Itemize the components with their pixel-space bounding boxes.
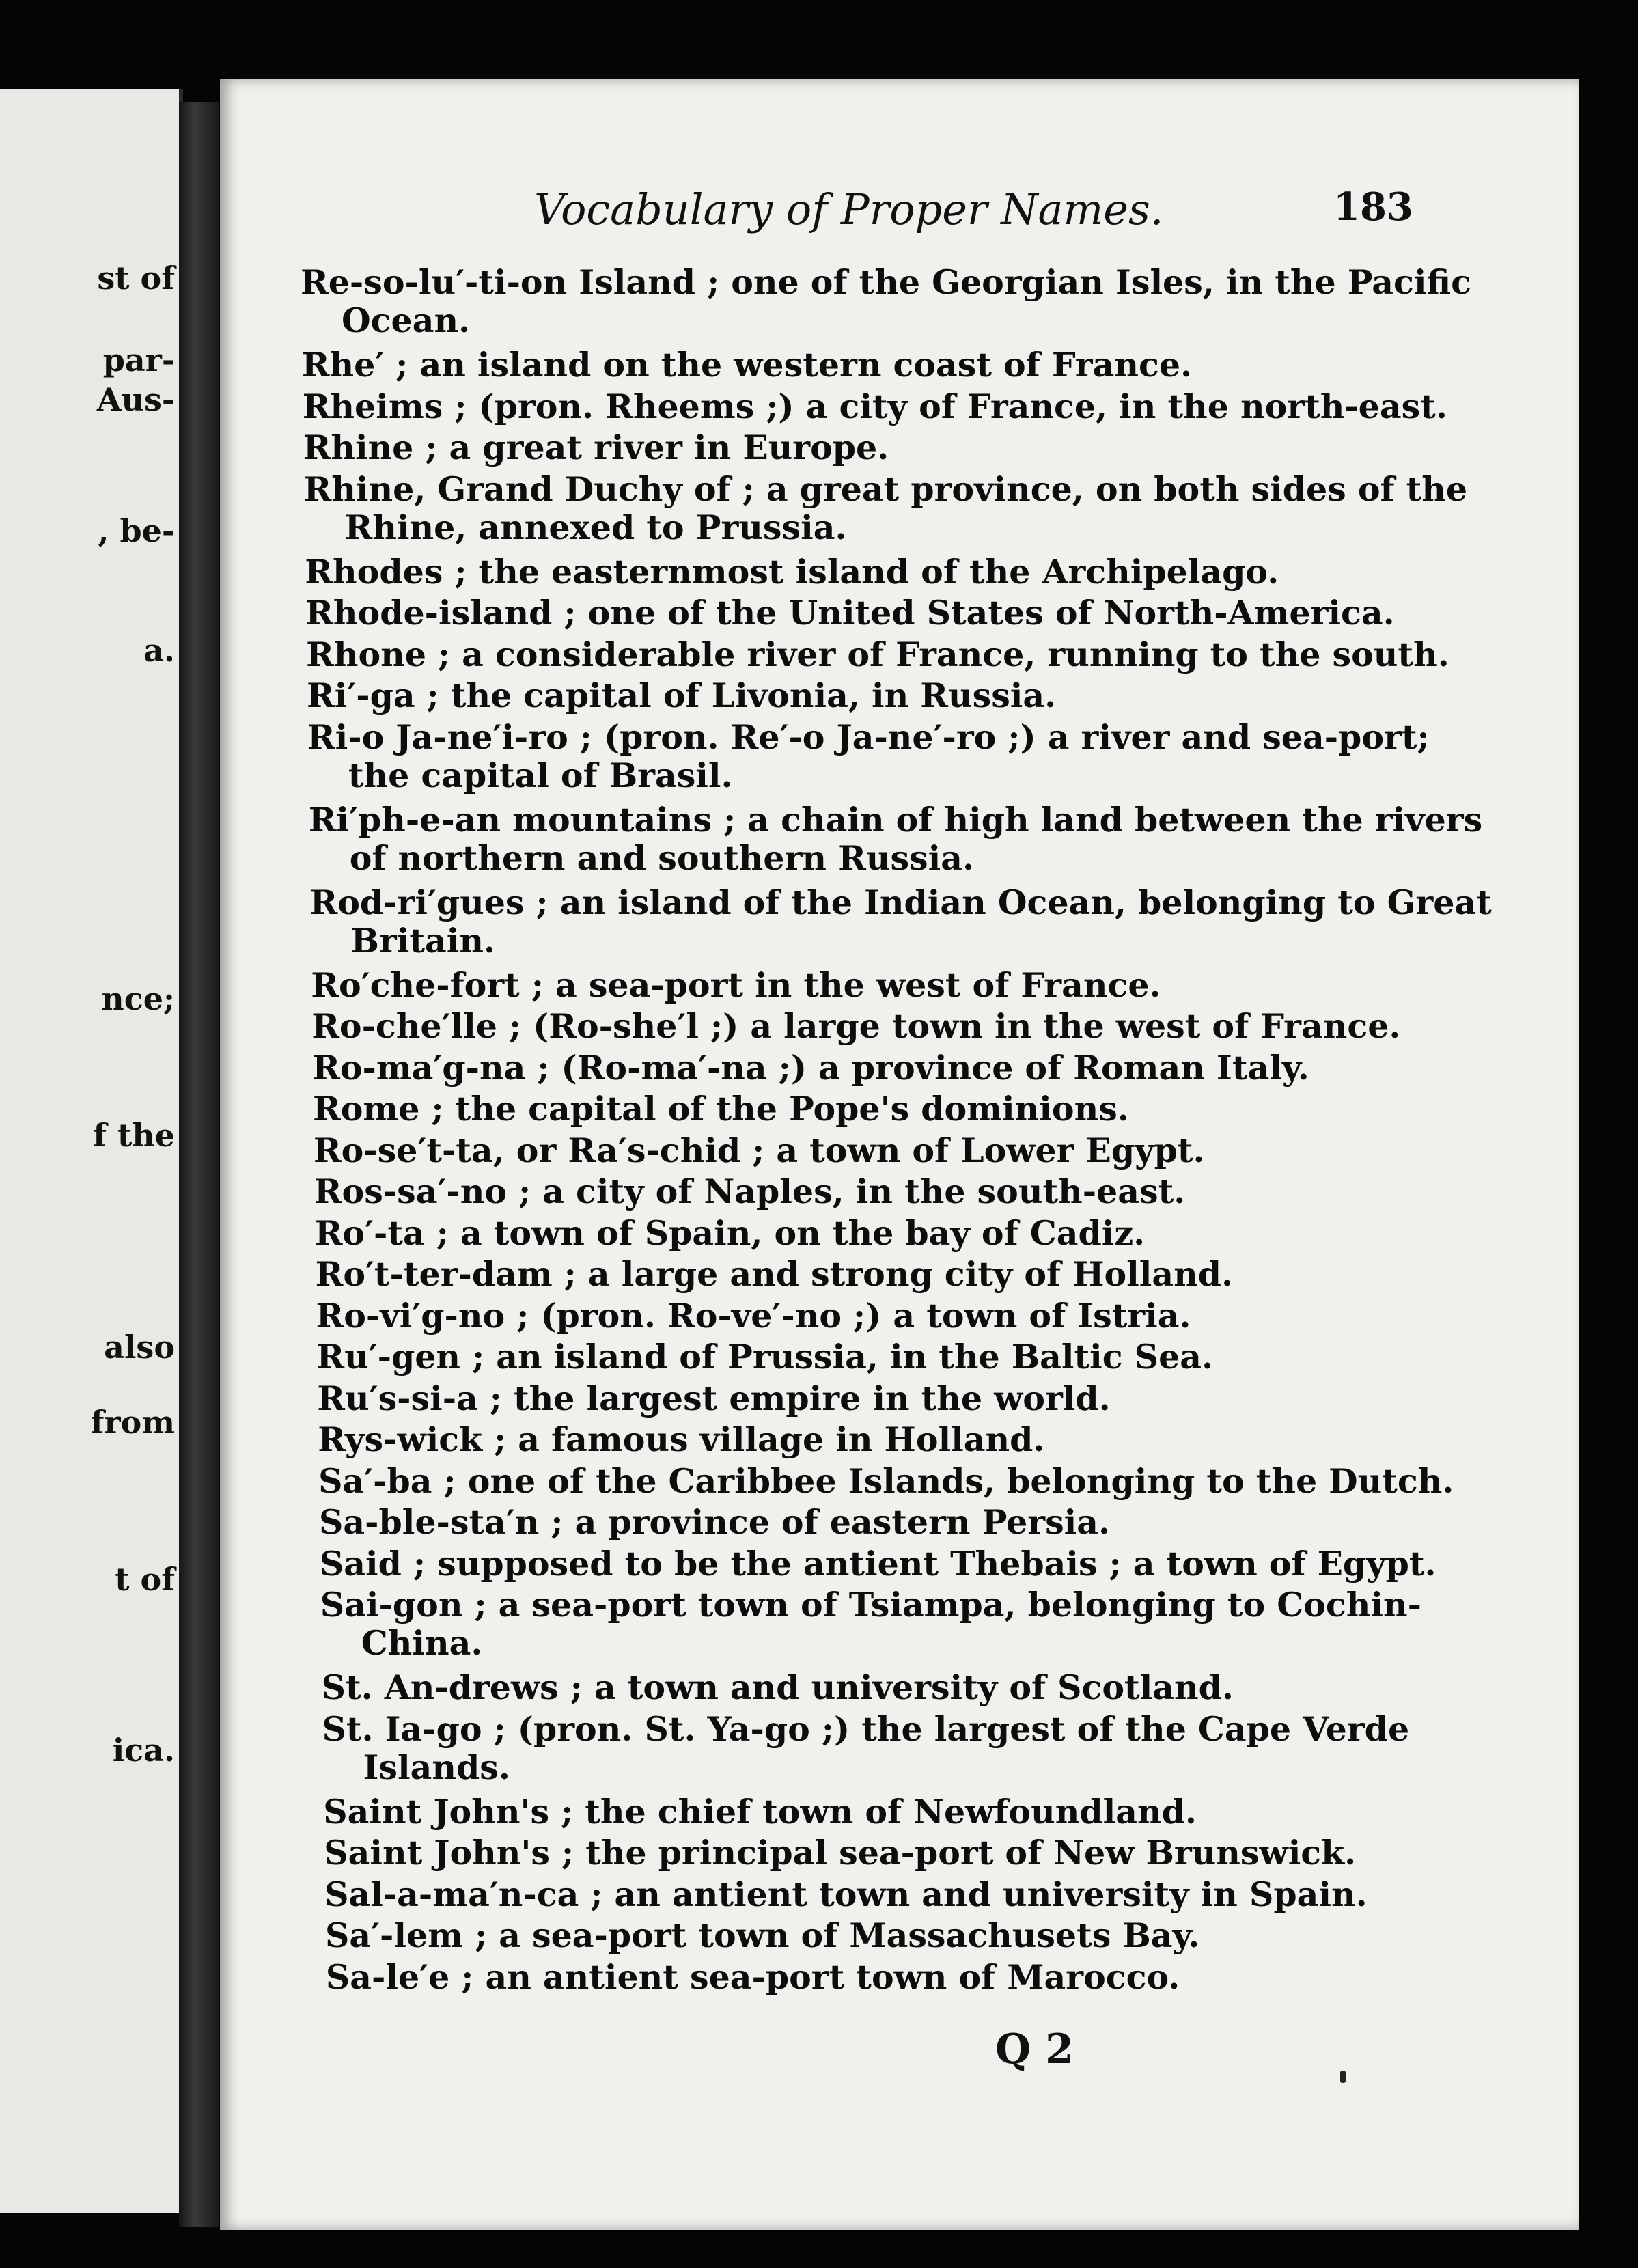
entry-headline: Ro-vi′g-no ; (pron. Ro-ve′-no ;) a town of Istria. [316, 1295, 1191, 1336]
dictionary-entry [314, 1131, 1516, 1170]
entry-headline: Re-so-lu′-ti-on Island ; one of the Georgian Isles, in the Pacific [301, 262, 1471, 302]
book-gutter [179, 102, 219, 2227]
dictionary-entry [302, 346, 1504, 384]
entry-headline: Said ; supposed to be the antient Thebais ; a town of Egypt. [319, 1543, 1436, 1584]
entry-headline: Rhine, Grand Duchy of ; a great province, on both sides of the [303, 469, 1468, 509]
entry-headline: Ri′ph-e-an mountains ; a chain of high land between the rivers [308, 799, 1483, 840]
left-fragment: par- [102, 342, 175, 378]
entry-headline: Ros-sa′-no ; a city of Naples, in the south-east. [314, 1172, 1186, 1211]
running-title: Vocabulary of Proper Names. [534, 184, 1164, 234]
entry-headline: Ro′che-fort ; a sea-port in the west of France. [311, 965, 1161, 1005]
dictionary-entry [320, 1545, 1522, 1583]
dictionary-entry [316, 1255, 1518, 1293]
dictionary-entry [324, 1875, 1527, 1913]
entry-headline: Sal-a-ma′n-ca ; an antient town and university in Spain. [324, 1874, 1368, 1914]
dictionary-entry [312, 1049, 1514, 1087]
dictionary-entry [326, 1958, 1528, 1996]
entry-headline: Sa′-lem ; a sea-port town of Massachusets Bay. [325, 1916, 1200, 1955]
entry-headline: Ro-se′t-ta, or Ra′s-chid ; a town of Lower Egypt. [313, 1130, 1205, 1170]
left-fragment: ica. [112, 1732, 175, 1769]
dictionary-entry [322, 1668, 1524, 1706]
entry-continuation: Rhine, annexed to Prussia. [344, 507, 847, 547]
dictionary-entry [301, 263, 1503, 340]
entry-headline: Ri′-ga ; the capital of Livonia, in Russia. [307, 676, 1057, 715]
entry-headline: Sa-le′e ; an antient sea-port town of Marocco. [325, 1956, 1180, 1997]
dictionary-entry [318, 1420, 1520, 1458]
dictionary-entry [316, 1297, 1518, 1335]
dictionary-entry [307, 676, 1509, 715]
dictionary-entry [307, 718, 1510, 794]
entry-headline: Sa-ble-sta′n ; a province of eastern Persia. [319, 1502, 1111, 1542]
entry-headline: Rhine ; a great river in Europe. [303, 428, 889, 467]
entry-continuation: the capital of Brasil. [348, 755, 733, 795]
entry-continuation: Britain. [350, 920, 496, 960]
left-fragment: Aus- [96, 381, 175, 418]
entry-headline: Rome ; the capital of the Pope's dominions. [313, 1089, 1129, 1129]
entry-headline: St. An-drews ; a town and university of Scotland. [321, 1668, 1234, 1707]
dictionary-entry [325, 1916, 1527, 1954]
entry-continuation: China. [361, 1623, 483, 1663]
entry-headline: Ro′-ta ; a town of Spain, on the bay of Cadiz. [314, 1213, 1146, 1253]
entry-headline: Sa′-ba ; one of the Caribbee Islands, belonging to the Dutch. [318, 1461, 1454, 1501]
entry-headline: Rod-ri′gues ; an island of the Indian Ocean, belonging to Great [309, 882, 1492, 922]
dictionary-entry [310, 883, 1512, 960]
dictionary-entry [324, 1834, 1526, 1872]
dictionary-entry [323, 1793, 1525, 1831]
ink-speck [1340, 2071, 1346, 2083]
dictionary-entry [306, 635, 1508, 674]
dictionary-entry [313, 1090, 1515, 1128]
dictionary-entry [315, 1214, 1517, 1252]
dictionary-entry [309, 801, 1511, 877]
left-fragment: st of [97, 260, 175, 296]
left-fragment: t of [115, 1561, 175, 1598]
entry-headline: Ri-o Ja-ne′i-ro ; (pron. Re′-o Ja-ne′-ro ;) a river and sea-port; [307, 717, 1430, 757]
entry-continuation: of northern and southern Russia. [349, 838, 975, 878]
entry-headline: Rhone ; a considerable river of France, running to the south. [306, 634, 1449, 674]
signature-mark: Q 2 [995, 2025, 1074, 2073]
entry-headline: Sai-gon ; a sea-port town of Tsiampa, belonging to Cochin- [320, 1585, 1421, 1624]
dictionary-entry [304, 470, 1506, 547]
entry-headline: Rhe′ ; an island on the western coast of France. [301, 345, 1193, 385]
left-fragment: also [104, 1329, 175, 1366]
dictionary-entry [320, 1586, 1523, 1662]
dictionary-entry [314, 1172, 1516, 1211]
left-fragment: , be- [98, 512, 175, 549]
left-fragment: f the [93, 1117, 175, 1154]
entry-headline: Saint John's ; the chief town of Newfoundland. [323, 1791, 1197, 1831]
dictionary-entry [317, 1379, 1519, 1418]
entry-continuation: Islands. [363, 1747, 510, 1787]
left-fragment: nce; [101, 980, 175, 1017]
entry-headline: Ru′-gen ; an island of Prussia, in the Baltic Sea. [316, 1337, 1214, 1377]
entry-headline: Saint John's ; the principal sea-port of New Brunswick. [324, 1833, 1357, 1872]
left-fragment: from [90, 1404, 175, 1441]
entry-continuation: Ocean. [342, 301, 471, 340]
dictionary-entry [319, 1503, 1521, 1541]
page-header [220, 184, 1579, 246]
entry-headline: Ru′s-si-a ; the largest empire in the world. [317, 1378, 1111, 1418]
entry-headline: Rhodes ; the easternmost island of the Archipelago. [305, 551, 1279, 592]
dictionary-entry [322, 1710, 1525, 1786]
dictionary-entry [305, 553, 1507, 591]
dictionary-entry [311, 1007, 1514, 1045]
dictionary-entry [311, 966, 1513, 1004]
dictionary-entry [303, 387, 1505, 426]
dictionary-entry [318, 1462, 1521, 1500]
entry-headline: Rhode-island ; one of the United States of North-America. [305, 593, 1395, 633]
entry-headline: Rheims ; (pron. Rheems ;) a city of France, in the north-east. [302, 386, 1447, 426]
dictionary-entry [305, 594, 1508, 632]
entry-headline: Ro-ma′g-na ; (Ro-ma′-na ;) a province of Roman Italy. [312, 1047, 1309, 1088]
entry-headline: Ro-che′lle ; (Ro-she′l ;) a large town in the west of France. [311, 1006, 1401, 1046]
entry-headline: Rys-wick ; a famous village in Holland. [318, 1420, 1045, 1459]
left-fragment: a. [143, 632, 175, 669]
entry-headline: St. Ia-go ; (pron. St. Ya-go ;) the largest of the Cape Verde [322, 1709, 1410, 1749]
left-page-edge [0, 89, 183, 2213]
dictionary-entry [303, 428, 1505, 467]
page [220, 79, 1579, 2230]
page-number: 183 [1333, 184, 1413, 230]
entry-headline: Ro′t-ter-dam ; a large and strong city of Holland. [315, 1254, 1234, 1294]
dictionary-entry [316, 1338, 1518, 1376]
